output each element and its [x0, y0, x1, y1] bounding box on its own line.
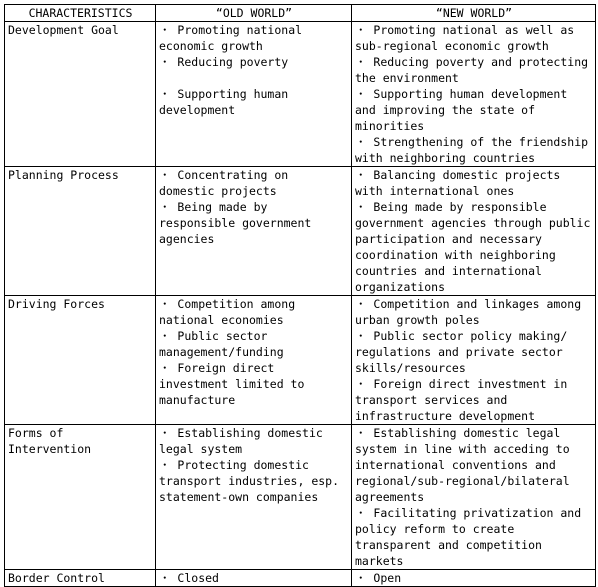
header-characteristics: CHARACTERISTICS — [5, 5, 156, 22]
old-world-cell — [156, 570, 352, 587]
characteristic-cell: Forms of Intervention — [5, 425, 156, 570]
table-row — [5, 167, 596, 296]
bullet-item: ・ Open — [355, 571, 402, 585]
new-world-cell — [352, 22, 596, 167]
bullet-item: ・ Closed — [159, 571, 219, 585]
new-world-cell — [352, 296, 596, 425]
bullet-item: ・ Concentrating on domestic projects — [159, 168, 296, 198]
bullet-item: ・ Balancing domestic projects with international ones — [355, 168, 568, 198]
bullet-item: ・ Competition and linkages among urban growth poles — [355, 297, 589, 327]
old-world-cell — [156, 425, 352, 570]
characteristic-cell: Border Control — [5, 570, 156, 587]
old-world-cell — [156, 22, 352, 167]
bullet-item: ・ Promoting national as well as sub-regional economic growth — [355, 23, 582, 53]
old-world-cell — [156, 167, 352, 296]
bullet-item: ・ Establishing domestic legal system in line with acceding to international conventions and regional/sub-regional/bilateral agreements — [355, 426, 577, 504]
bullet-item: ・ Competition among national economies — [159, 297, 303, 327]
bullet-item: ・ Establishing domestic legal system — [159, 426, 330, 456]
header-old-world: “OLD WORLD” — [156, 5, 352, 22]
bullet-item: ・ Facilitating privatization and policy reform to create transparent and competition markets — [355, 506, 589, 568]
table-row — [5, 570, 596, 587]
spacer — [159, 70, 349, 86]
bullet-item: ・ Promoting national economic growth — [159, 23, 309, 53]
characteristic-cell: Development Goal — [5, 22, 156, 167]
bullet-item: ・ Supporting human development and improving the state of minorities — [355, 87, 575, 133]
bullet-item: ・ Public sector management/funding — [159, 329, 284, 359]
old-world-cell — [156, 296, 352, 425]
bullet-item: ・ Reducing poverty and protecting the environment — [355, 55, 595, 85]
characteristic-cell: Driving Forces — [5, 296, 156, 425]
table-row — [5, 296, 596, 425]
bullet-item: ・ Strengthening of the friendship with neighboring countries — [355, 135, 595, 165]
new-world-cell — [352, 425, 596, 570]
comparison-table — [4, 4, 596, 587]
bullet-item: ・ Public sector policy making/ regulations and private sector skills/resources — [355, 329, 575, 375]
characteristic-cell: Planning Process — [5, 167, 156, 296]
bullet-item: ・ Being made by responsible government agencies — [159, 200, 319, 246]
new-world-cell — [352, 167, 596, 296]
bullet-item: ・ Foreign direct investment limited to manufacture — [159, 361, 312, 407]
bullet-item: ・ Foreign direct investment in transport services and infrastructure development — [355, 377, 575, 423]
bullet-item: ・ Being made by responsible government agencies through public participation and necessary coordination with neighboring countries and international organizations — [355, 200, 598, 294]
bullet-item: ・ Supporting human development — [159, 87, 296, 117]
new-world-cell — [352, 570, 596, 587]
table-row — [5, 425, 596, 570]
bullet-item: ・ Protecting domestic transport industries, esp. statement-own companies — [159, 458, 346, 504]
table-row — [5, 22, 596, 167]
header-row — [5, 5, 596, 22]
bullet-item: ・ Reducing poverty — [159, 55, 289, 69]
header-new-world: “NEW WORLD” — [352, 5, 596, 22]
